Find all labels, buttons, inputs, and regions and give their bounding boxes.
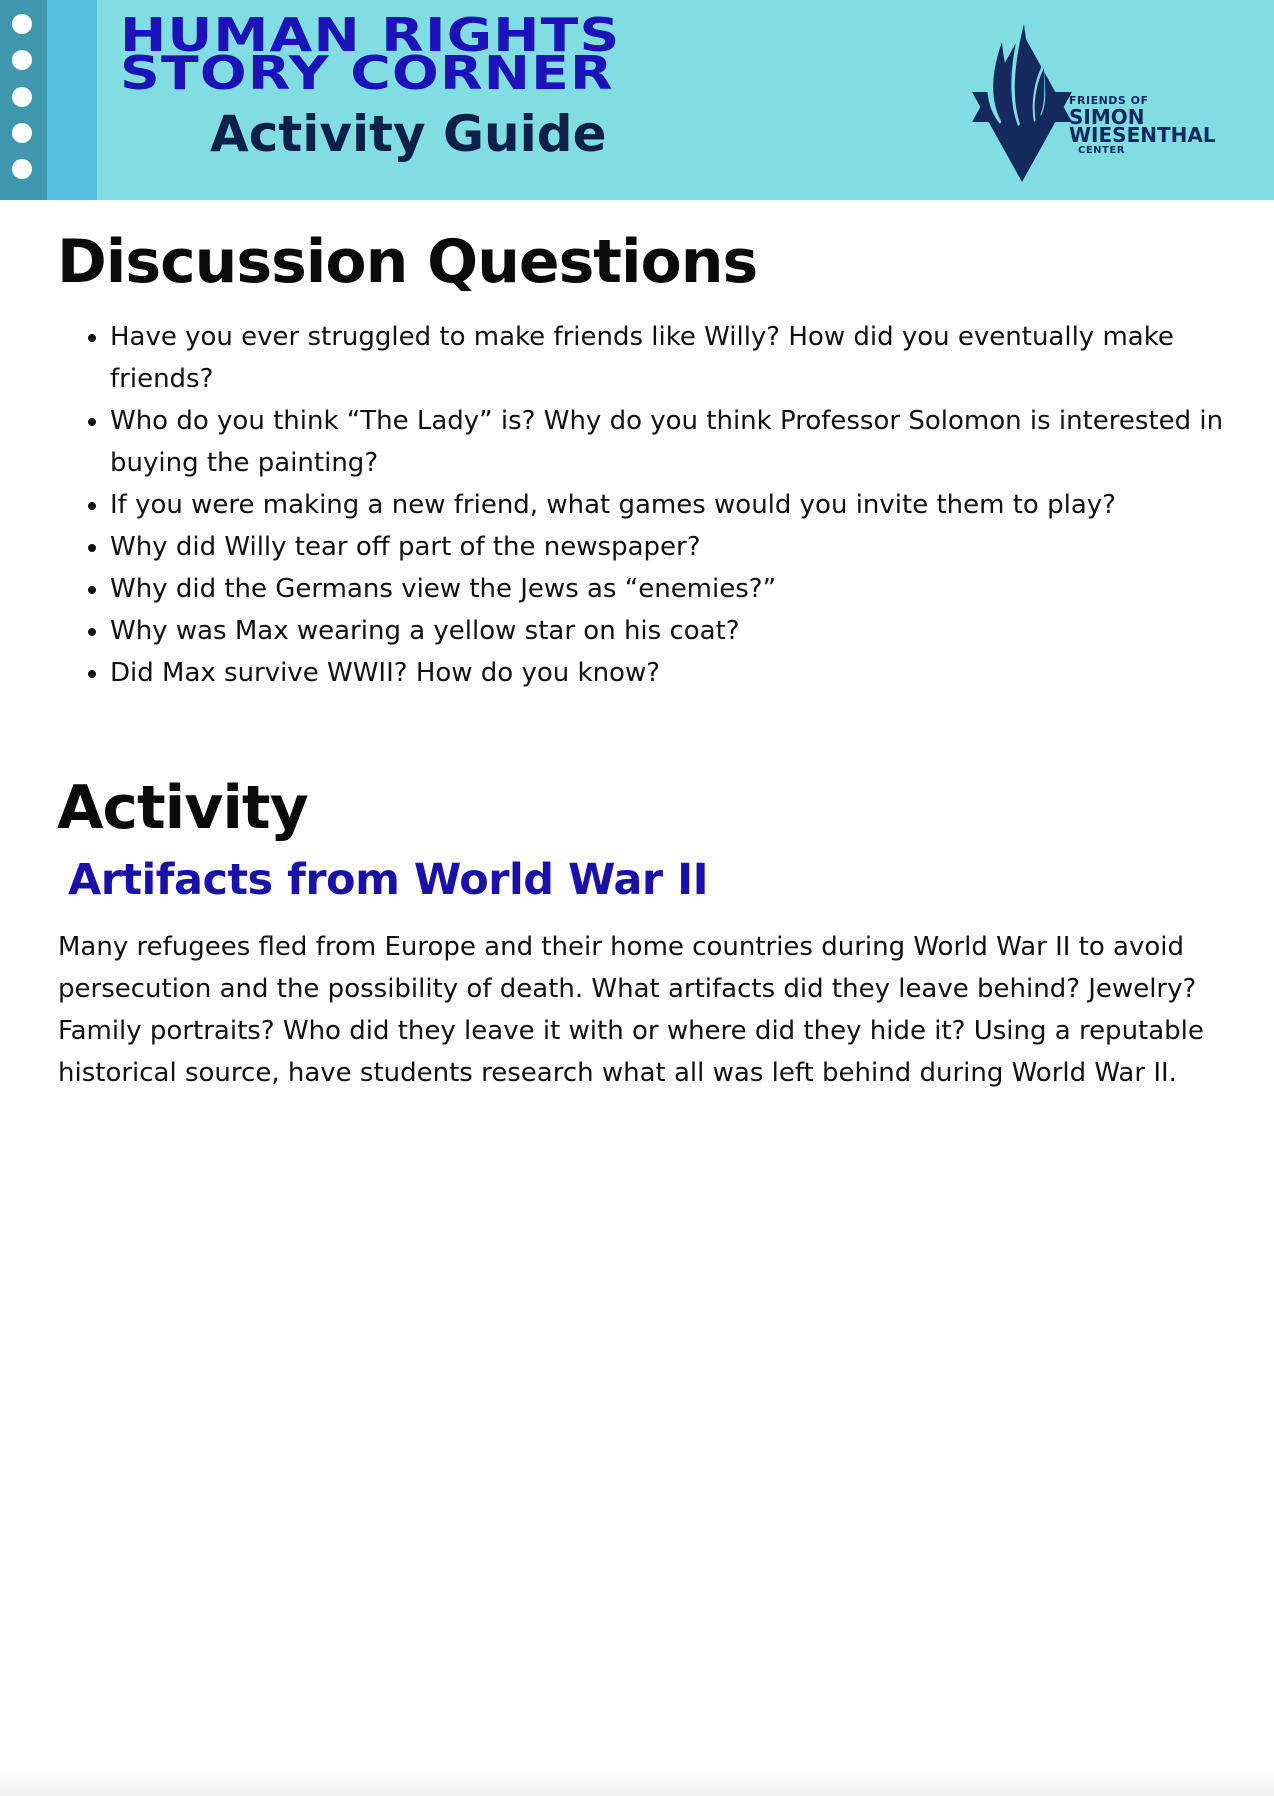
binding-hole	[12, 14, 32, 34]
binding-hole	[12, 159, 32, 179]
question-item: • Why was Max wearing a yellow star on his coat?	[110, 610, 1240, 652]
page-bottom-edge	[0, 1770, 1274, 1796]
binding-edge	[47, 0, 97, 200]
question-item: • Who do you think “The Lady” is? Why do you think Professor Solomon is interested in buying the painting?	[110, 400, 1240, 484]
binding-hole	[12, 87, 32, 107]
discussion-questions-heading: Discussion Questions	[57, 227, 758, 297]
brand-title-line-2: STORY CORNER	[120, 46, 614, 100]
logo-text-simon: SIMON	[1069, 105, 1145, 129]
activity-guide-title: Activity Guide	[210, 105, 607, 163]
binding-hole	[12, 50, 32, 70]
question-item: • Why did the Germans view the Jews as “enemies?”	[110, 568, 1240, 610]
question-item: • If you were making a new friend, what games would you invite them to play?	[110, 484, 1240, 526]
logo-text-center: CENTER	[1078, 145, 1125, 156]
header-banner	[0, 0, 1274, 200]
binding-hole	[12, 123, 32, 143]
binding-strip	[0, 0, 47, 200]
question-item: • Have you ever struggled to make friends like Willy? How did you eventually make friends?	[110, 316, 1240, 400]
activity-subtitle: Artifacts from World War II	[68, 855, 709, 905]
discussion-questions-list	[70, 316, 1240, 694]
question-item: • Why did Willy tear off part of the newspaper?	[110, 526, 1240, 568]
question-item: • Did Max survive WWII? How do you know?	[110, 652, 1240, 694]
logo-text-wiesenthal: WIESENTHAL	[1069, 123, 1216, 147]
activity-description: Many refugees fled from Europe and their home countries during World War II to avoid persecution and the possibility of death. What artifacts did they leave behind? Jewelry? Family portraits? Who did they leave it with or where did they hide it? Using a reputable historical source, have students research what all was left behind during World War II.	[58, 932, 1204, 1088]
logo-text-friends-of: FRIENDS OF	[1069, 94, 1149, 107]
brand-title-line-1: HUMAN RIGHTS	[120, 8, 621, 62]
activity-heading: Activity	[57, 773, 308, 843]
